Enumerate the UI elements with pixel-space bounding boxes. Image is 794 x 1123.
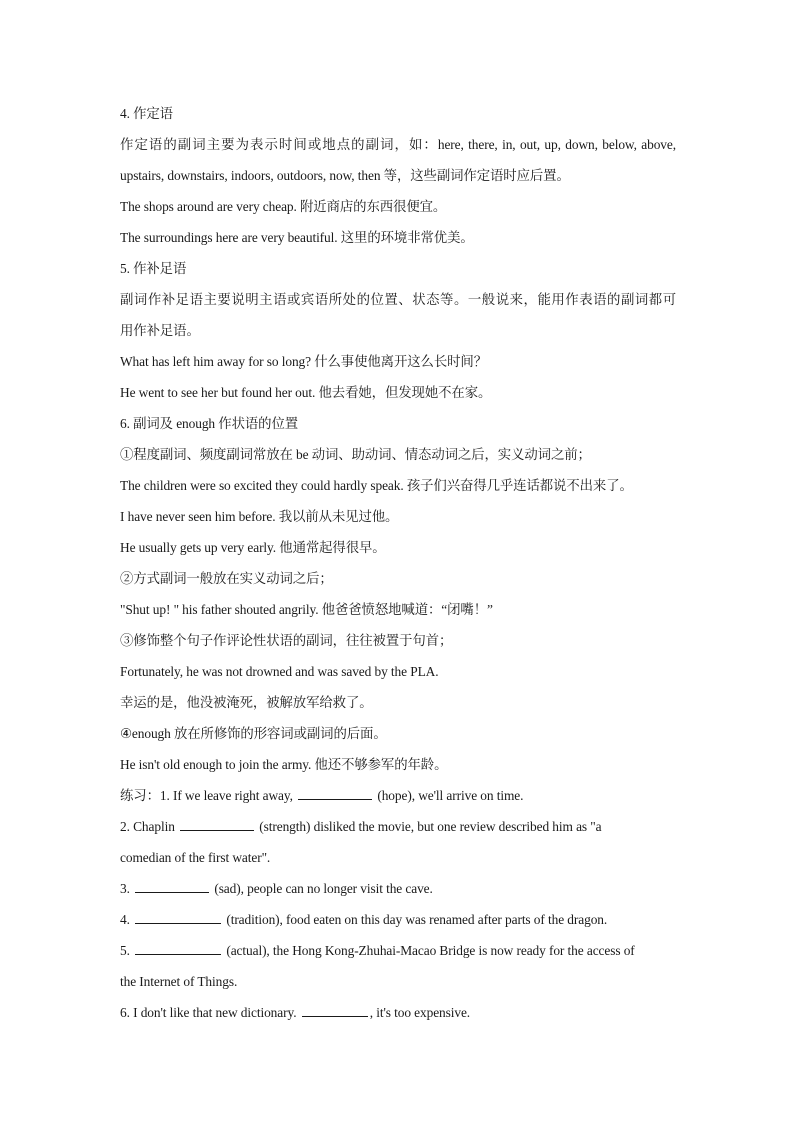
- paragraph-line: 作定语的副词主要为表示时间或地点的副词，如：here, there, in, out, up, down, below, above,: [120, 137, 676, 152]
- rule-line: ④enough 放在所修饰的形容词或副词的后面。: [120, 726, 387, 741]
- answer-blank[interactable]: [180, 817, 254, 831]
- exercise-text: 3.: [120, 881, 134, 896]
- answer-blank[interactable]: [302, 1003, 368, 1017]
- example-sentence: The shops around are very cheap. 附近商店的东西很便宜。: [120, 199, 447, 214]
- exercise-5-continued: the Internet of Things.: [120, 974, 238, 989]
- rule-line: ①程度副词、频度副词常放在 be 动词、助动词、情态动词之后，实义动词之前；: [120, 447, 591, 462]
- exercise-1: [120, 786, 676, 806]
- exercise-2-continued: comedian of the first water".: [120, 850, 271, 865]
- rule-line: ②方式副词一般放在实义动词之后；: [120, 571, 333, 586]
- exercise-4: [120, 910, 676, 930]
- section-heading-complement: 5. 作补足语: [120, 261, 187, 276]
- exercise-text: , it's too expensive.: [369, 1005, 471, 1020]
- exercise-text: (actual), the Hong Kong-Zhuhai-Macao Bridge is now ready for the access of: [223, 943, 635, 958]
- example-sentence: What has left him away for so long? 什么事使他离开这么长时间？: [120, 354, 488, 369]
- example-sentence: Fortunately, he was not drowned and was saved by the PLA.: [120, 664, 439, 679]
- section-heading-position: 6. 副词及 enough 作状语的位置: [120, 416, 299, 431]
- answer-blank[interactable]: [135, 879, 209, 893]
- exercise-text: 6. I don't like that new dictionary.: [120, 1005, 300, 1020]
- paragraph-line: upstairs, downstairs, indoors, outdoors, now, then 等，这些副词作定语时应后置。: [120, 168, 570, 183]
- example-sentence: He usually gets up very early. 他通常起得很早。: [120, 540, 386, 555]
- exercise-text: 5.: [120, 943, 134, 958]
- example-sentence: "Shut up! " his father shouted angrily. 他爸爸愤怒地喊道：“闭嘴！”: [120, 602, 493, 617]
- example-sentence: He isn't old enough to join the army. 他还不够参军的年龄。: [120, 757, 448, 772]
- section-heading-attributive: 4. 作定语: [120, 106, 173, 121]
- exercise-text: (tradition), food eaten on this day was renamed after parts of the dragon.: [223, 912, 608, 927]
- answer-blank[interactable]: [298, 786, 372, 800]
- exercise-6: [120, 1003, 676, 1023]
- rule-line: ③修饰整个句子作评论性状语的副词，往往被置于句首；: [120, 633, 453, 648]
- answer-blank[interactable]: [135, 941, 221, 955]
- paragraph-line: 用作补足语。: [120, 323, 200, 338]
- exercise-text: 练习：1. If we leave right away,: [120, 788, 297, 803]
- exercise-3: [120, 879, 676, 899]
- example-sentence: I have never seen him before. 我以前从未见过他。: [120, 509, 399, 524]
- exercise-text: 2. Chaplin: [120, 819, 179, 834]
- answer-blank[interactable]: [135, 910, 221, 924]
- example-translation: 幸运的是，他没被淹死，被解放军给救了。: [120, 695, 373, 710]
- example-sentence: The surroundings here are very beautiful. 这里的环境非常优美。: [120, 230, 474, 245]
- example-sentence: The children were so excited they could hardly speak. 孩子们兴奋得几乎连话都说不出来了。: [120, 478, 633, 493]
- exercise-text: (sad), people can no longer visit the cave.: [211, 881, 433, 896]
- exercise-text: (hope), we'll arrive on time.: [374, 788, 524, 803]
- exercise-text: (strength) disliked the movie, but one review described him as "a: [256, 819, 602, 834]
- exercise-2: [120, 817, 676, 837]
- exercise-5: [120, 941, 676, 961]
- paragraph-line: 副词作补足语主要说明主语或宾语所处的位置、状态等。一般说来，能用作表语的副词都可: [120, 292, 676, 307]
- exercise-text: 4.: [120, 912, 134, 927]
- example-sentence: He went to see her but found her out. 他去看她，但发现她不在家。: [120, 385, 492, 400]
